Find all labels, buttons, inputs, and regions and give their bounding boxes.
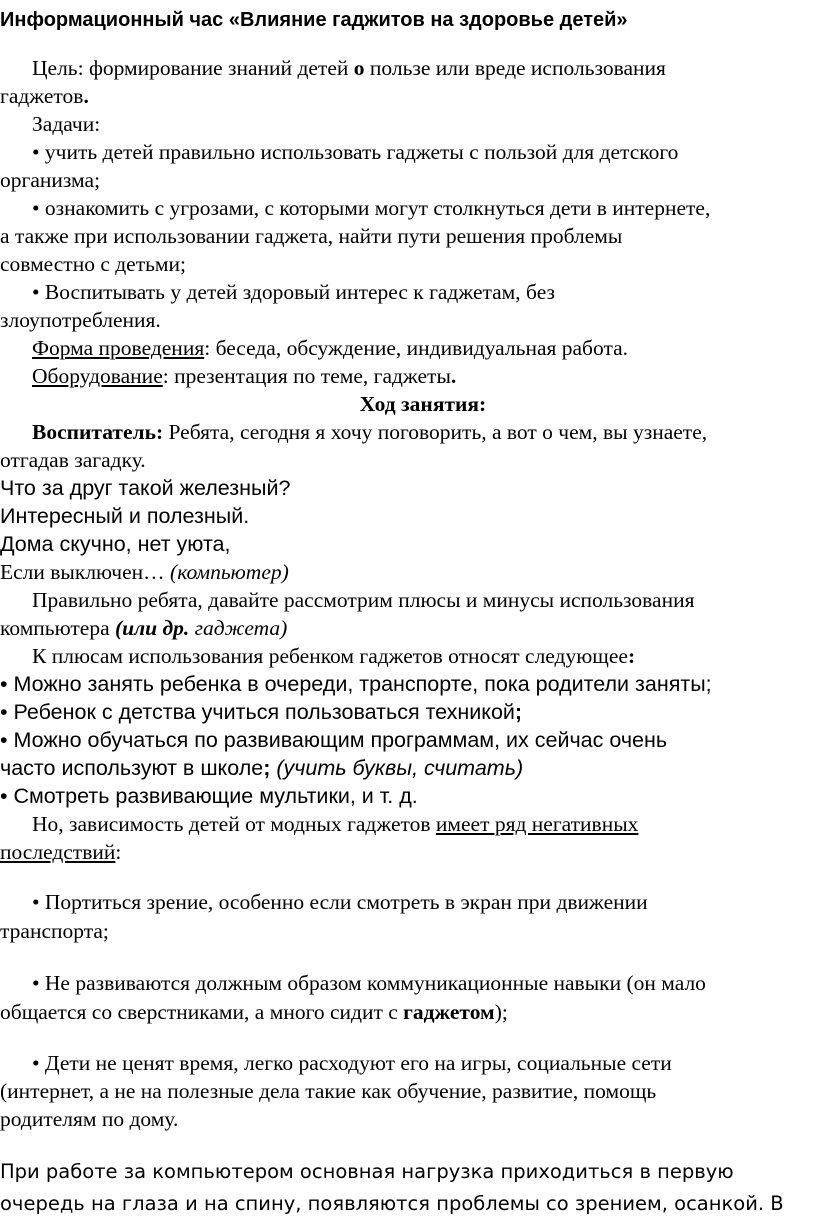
pros-intro — [32, 642, 635, 670]
consider-line-2 — [0, 614, 287, 642]
educator-text: Ребята, сегодня я хочу поговорить, а вот о чем, вы узнаете, — [163, 420, 708, 444]
cons-item-1-line-1: • Портиться зрение, особенно если смотреть в экран при движении — [32, 890, 648, 914]
cons-intro-line-2 — [0, 838, 121, 866]
tasks-label: Задачи: — [32, 112, 101, 136]
cons-item-2-line-2 — [0, 998, 508, 1026]
riddle-text: Если выключен… — [0, 560, 171, 584]
pros-intro-text: К плюсам использования ребенком гаджетов относят следующее — [32, 644, 628, 668]
form-line — [32, 334, 628, 362]
consider-italic: гаджета) — [189, 616, 288, 640]
lesson-heading: Ход занятия: — [359, 392, 487, 416]
pros-item-1: • Можно занять ребенка в очереди, транспорте, пока родители заняты; — [0, 672, 712, 696]
pros-item-3-line-2 — [0, 754, 523, 782]
riddle-line-2: Интересный и полезный. — [0, 504, 250, 528]
cons-item-3-line-3: родителям по дому. — [0, 1107, 179, 1131]
pros-item-2-text: • Ребенок с детства учиться пользоваться техникой — [0, 700, 515, 724]
cons-intro-line-1 — [32, 810, 638, 838]
consider-line-1: Правильно ребята, давайте рассмотрим плюсы и минусы использования — [32, 588, 695, 612]
educator-label: Воспитатель: — [32, 420, 164, 444]
goal-text-cont: пользе или вреде использования — [364, 56, 666, 80]
pros-item-3-text: часто используют в школе — [0, 756, 264, 780]
final-paragraph-line-1: При работе за компьютером основная нагрузка приходиться в первую — [0, 1160, 734, 1183]
goal-text-end: гаджетов — [0, 84, 84, 108]
riddle-line-1: Что за друг такой железный? — [0, 476, 291, 500]
goal-text: Цель: формирование знаний детей — [32, 56, 354, 80]
pros-item-2-semicolon: ; — [514, 700, 523, 724]
consider-text: компьютера — [0, 616, 115, 640]
cons-item-1-line-2: транспорта; — [0, 919, 109, 943]
cons-item-2-line-1: • Не развиваются должным образом коммуникационные навыки (он мало — [32, 971, 706, 995]
cons-item-2-end: ); — [494, 1000, 508, 1024]
final-paragraph-line-2: очередь на глаза и на спину, появляются проблемы со зрением, осанкой. В — [0, 1192, 784, 1215]
equipment-text: : презентация по теме, гаджеты — [162, 364, 451, 388]
cons-intro-underlined: имеет ряд негативных — [435, 812, 639, 836]
task-2-line-2: а также при использовании гаджета, найти пути решения проблемы — [0, 224, 623, 248]
pros-intro-colon: : — [627, 644, 636, 668]
pros-item-4: • Смотреть развивающие мультики, и т. д. — [0, 784, 418, 808]
cons-intro-text: Но, зависимость детей от модных гаджетов — [32, 812, 436, 836]
task-2-line-3: совместно с детьми; — [0, 252, 187, 276]
riddle-line-3: Дома скучно, нет уюта, — [0, 532, 231, 556]
cons-item-3-line-2: (интернет, а не на полезные дела такие как обучение, развитие, помощь — [0, 1079, 657, 1103]
task-3-line-2: злоупотребления. — [0, 308, 161, 332]
document-title: Информационный час «Влияние гаджитов на здоровье детей» — [0, 9, 628, 31]
form-label: Форма проведения — [32, 336, 205, 360]
pros-item-3-example: (учить буквы, считать) — [276, 756, 524, 780]
equipment-line — [32, 362, 456, 390]
educator-line-1 — [32, 418, 707, 446]
equipment-label: Оборудование — [32, 364, 163, 388]
cons-intro-colon: : — [115, 840, 122, 864]
pros-item-3-semicolon: ; — [263, 756, 277, 780]
cons-item-2-text: общается со сверстниками, а много сидит с — [0, 1000, 404, 1024]
cons-item-3-line-1: • Дети не ценят время, легко расходуют его на игры, социальные сети — [32, 1051, 672, 1075]
cons-intro-underlined-end: последствий — [0, 840, 116, 864]
task-1-line-1: • учить детей правильно использовать гаджеты с пользой для детского — [32, 140, 679, 164]
form-text: : беседа, обсуждение, индивидуальная работа. — [204, 336, 629, 360]
equipment-period: . — [450, 364, 457, 388]
task-3-line-1: • Воспитывать у детей здоровый интерес к гаджетам, без — [32, 280, 555, 304]
pros-item-3-line-1: • Можно обучаться по развивающим программам, их сейчас очень — [0, 728, 668, 752]
riddle-line-4 — [0, 558, 289, 586]
goal-line-2 — [0, 82, 89, 110]
goal-line-1 — [32, 54, 666, 82]
riddle-answer: (компьютер) — [170, 560, 289, 584]
consider-bold-italic: (или др. — [115, 616, 190, 640]
educator-line-2: отгадав загадку. — [0, 448, 146, 472]
cons-item-2-bold: гаджетом — [403, 1000, 495, 1024]
task-2-line-1: • ознакомить с угрозами, с которыми могут столкнуться дети в интернете, — [32, 196, 711, 220]
goal-bold-letter: о — [353, 56, 365, 80]
goal-period: . — [83, 84, 89, 108]
task-1-line-2: организма; — [0, 168, 101, 192]
pros-item-2 — [0, 698, 522, 726]
